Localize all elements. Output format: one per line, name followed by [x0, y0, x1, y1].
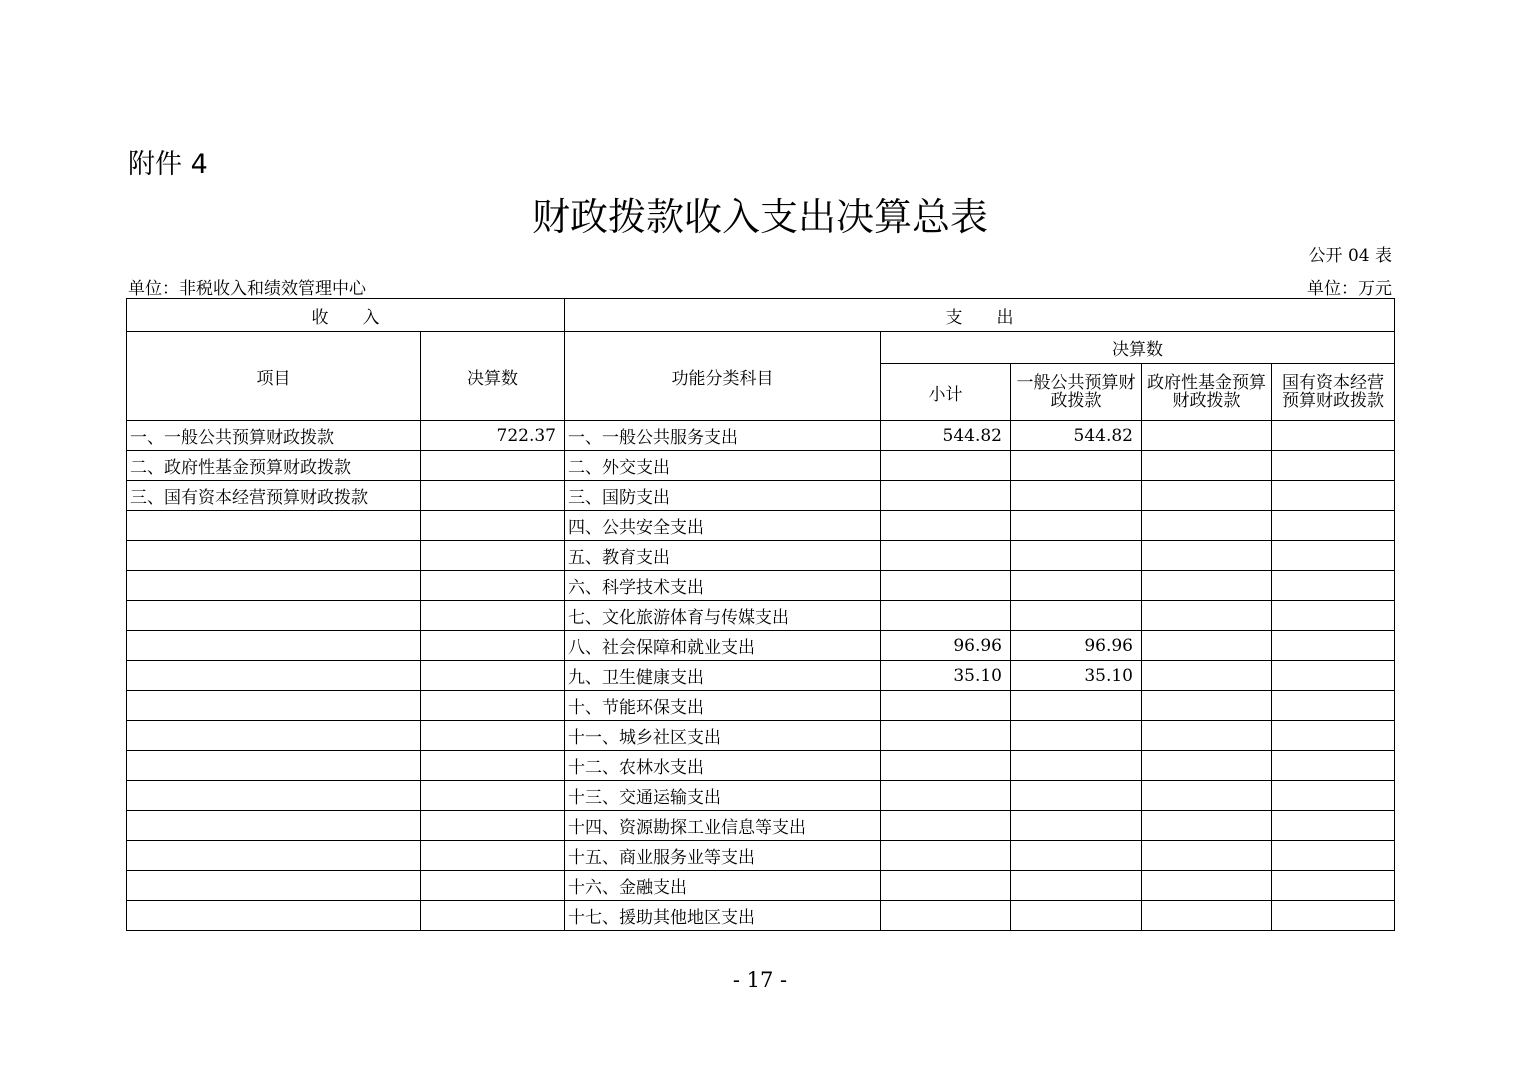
table-code: 公开 04 表	[1308, 246, 1392, 266]
subtotal-cell	[881, 541, 1011, 571]
gov-fund-cell	[1142, 421, 1272, 451]
table-row	[127, 511, 1395, 541]
expense-item-cell: 十四、资源勘探工业信息等支出	[565, 811, 881, 841]
income-amount-cell	[421, 811, 565, 841]
table-row	[127, 421, 1395, 451]
subtotal-cell	[881, 811, 1011, 841]
state-capital-cell	[1272, 691, 1395, 721]
state-capital-cell	[1272, 451, 1395, 481]
state-capital-cell	[1272, 631, 1395, 661]
gov-fund-cell	[1142, 451, 1272, 481]
income-item-cell	[127, 631, 421, 661]
gov-fund-cell	[1142, 901, 1272, 931]
header-function-class: 功能分类科目	[565, 332, 881, 421]
subtotal-cell	[881, 481, 1011, 511]
income-amount-cell	[421, 451, 565, 481]
subtotal-cell	[881, 451, 1011, 481]
gov-fund-cell	[1142, 841, 1272, 871]
expense-item-cell: 十三、交通运输支出	[565, 781, 881, 811]
income-item-cell	[127, 541, 421, 571]
header-general-public: 一般公共预算财政拨款	[1011, 364, 1142, 421]
state-capital-cell	[1272, 571, 1395, 601]
income-item-cell	[127, 721, 421, 751]
subtotal-cell	[881, 601, 1011, 631]
general-public-cell: 96.96	[1011, 631, 1142, 661]
general-public-cell	[1011, 721, 1142, 751]
income-item-cell	[127, 571, 421, 601]
expense-item-cell: 十、节能环保支出	[565, 691, 881, 721]
subtotal-cell: 35.10	[881, 661, 1011, 691]
gov-fund-cell	[1142, 811, 1272, 841]
expense-item-cell: 十二、农林水支出	[565, 751, 881, 781]
state-capital-cell	[1272, 811, 1395, 841]
expense-item-cell: 三、国防支出	[565, 481, 881, 511]
header-state-capital: 国有资本经营预算财政拨款	[1272, 364, 1395, 421]
state-capital-cell	[1272, 781, 1395, 811]
general-public-cell: 544.82	[1011, 421, 1142, 451]
income-item-cell	[127, 601, 421, 631]
state-capital-cell	[1272, 901, 1395, 931]
subtotal-cell	[881, 691, 1011, 721]
header-expense: 支 出	[565, 299, 1395, 332]
income-amount-cell	[421, 481, 565, 511]
table-row	[127, 721, 1395, 751]
income-amount-cell	[421, 841, 565, 871]
income-item-cell	[127, 901, 421, 931]
table-row	[127, 691, 1395, 721]
income-amount-cell	[421, 541, 565, 571]
income-amount-cell	[421, 511, 565, 541]
income-item-cell: 一、一般公共预算财政拨款	[127, 421, 421, 451]
page-title: 财政拨款收入支出决算总表	[531, 195, 988, 239]
income-item-cell	[127, 661, 421, 691]
gov-fund-cell	[1142, 871, 1272, 901]
header-item: 项目	[127, 332, 421, 421]
income-amount-cell	[421, 781, 565, 811]
expense-item-cell: 十五、商业服务业等支出	[565, 841, 881, 871]
gov-fund-cell	[1142, 661, 1272, 691]
state-capital-cell	[1272, 601, 1395, 631]
table-row	[127, 601, 1395, 631]
general-public-cell	[1011, 481, 1142, 511]
subtotal-cell	[881, 901, 1011, 931]
income-amount-cell	[421, 571, 565, 601]
expense-item-cell: 六、科学技术支出	[565, 571, 881, 601]
expense-item-cell: 十一、城乡社区支出	[565, 721, 881, 751]
subtotal-cell	[881, 721, 1011, 751]
income-item-cell	[127, 781, 421, 811]
gov-fund-cell	[1142, 541, 1272, 571]
general-public-cell	[1011, 541, 1142, 571]
subtotal-cell	[881, 751, 1011, 781]
gov-fund-cell	[1142, 511, 1272, 541]
income-amount-cell	[421, 871, 565, 901]
header-final-amount: 决算数	[421, 332, 565, 421]
subtotal-cell	[881, 571, 1011, 601]
income-item-cell	[127, 871, 421, 901]
expense-item-cell: 十七、援助其他地区支出	[565, 901, 881, 931]
income-item-cell	[127, 691, 421, 721]
header-gov-fund: 政府性基金预算财政拨款	[1142, 364, 1272, 421]
general-public-cell	[1011, 601, 1142, 631]
table-row	[127, 751, 1395, 781]
income-amount-cell	[421, 631, 565, 661]
table-row	[127, 841, 1395, 871]
subtotal-cell	[881, 871, 1011, 901]
gov-fund-cell	[1142, 721, 1272, 751]
table-row	[127, 901, 1395, 931]
state-capital-cell	[1272, 871, 1395, 901]
table-row	[127, 781, 1395, 811]
state-capital-cell	[1272, 751, 1395, 781]
gov-fund-cell	[1142, 601, 1272, 631]
income-amount-cell	[421, 901, 565, 931]
expense-item-cell: 七、文化旅游体育与传媒支出	[565, 601, 881, 631]
income-item-cell	[127, 811, 421, 841]
general-public-cell	[1011, 781, 1142, 811]
table-row	[127, 541, 1395, 571]
expense-item-cell: 一、一般公共服务支出	[565, 421, 881, 451]
income-item-cell: 二、政府性基金预算财政拨款	[127, 451, 421, 481]
table-row	[127, 571, 1395, 601]
general-public-cell	[1011, 451, 1142, 481]
income-amount-cell	[421, 661, 565, 691]
table-row	[127, 811, 1395, 841]
income-amount-cell	[421, 751, 565, 781]
subtotal-cell: 544.82	[881, 421, 1011, 451]
state-capital-cell	[1272, 721, 1395, 751]
expense-item-cell: 五、教育支出	[565, 541, 881, 571]
income-amount-cell	[421, 691, 565, 721]
income-amount-cell: 722.37	[421, 421, 565, 451]
expense-item-cell: 九、卫生健康支出	[565, 661, 881, 691]
subtotal-cell	[881, 781, 1011, 811]
subtotal-cell	[881, 841, 1011, 871]
table-row	[127, 481, 1395, 511]
state-capital-cell	[1272, 841, 1395, 871]
budget-table	[126, 298, 1395, 931]
income-amount-cell	[421, 601, 565, 631]
attachment-label: 附件 4	[128, 149, 208, 180]
unit-organization: 单位：非税收入和绩效管理中心	[128, 279, 366, 299]
general-public-cell	[1011, 841, 1142, 871]
header-income: 收 入	[127, 299, 565, 332]
income-item-cell	[127, 751, 421, 781]
income-item-cell: 三、国有资本经营预算财政拨款	[127, 481, 421, 511]
general-public-cell	[1011, 751, 1142, 781]
general-public-cell	[1011, 811, 1142, 841]
expense-item-cell: 十六、金融支出	[565, 871, 881, 901]
header-subtotal: 小计	[881, 364, 1011, 421]
table-row	[127, 631, 1395, 661]
subtotal-cell: 96.96	[881, 631, 1011, 661]
gov-fund-cell	[1142, 571, 1272, 601]
gov-fund-cell	[1142, 781, 1272, 811]
income-item-cell	[127, 511, 421, 541]
state-capital-cell	[1272, 541, 1395, 571]
state-capital-cell	[1272, 481, 1395, 511]
general-public-cell	[1011, 691, 1142, 721]
table-row	[127, 451, 1395, 481]
general-public-cell	[1011, 901, 1142, 931]
expense-item-cell: 二、外交支出	[565, 451, 881, 481]
income-amount-cell	[421, 721, 565, 751]
unit-currency: 单位：万元	[1307, 279, 1392, 299]
page-number: - 17 -	[732, 968, 788, 992]
general-public-cell: 35.10	[1011, 661, 1142, 691]
expense-item-cell: 八、社会保障和就业支出	[565, 631, 881, 661]
state-capital-cell	[1272, 421, 1395, 451]
subtotal-cell	[881, 511, 1011, 541]
income-item-cell	[127, 841, 421, 871]
expense-item-cell: 四、公共安全支出	[565, 511, 881, 541]
gov-fund-cell	[1142, 631, 1272, 661]
state-capital-cell	[1272, 511, 1395, 541]
header-final-amount-group: 决算数	[881, 332, 1395, 364]
gov-fund-cell	[1142, 481, 1272, 511]
gov-fund-cell	[1142, 751, 1272, 781]
general-public-cell	[1011, 571, 1142, 601]
general-public-cell	[1011, 871, 1142, 901]
state-capital-cell	[1272, 661, 1395, 691]
table-row	[127, 661, 1395, 691]
gov-fund-cell	[1142, 691, 1272, 721]
table-row	[127, 871, 1395, 901]
general-public-cell	[1011, 511, 1142, 541]
